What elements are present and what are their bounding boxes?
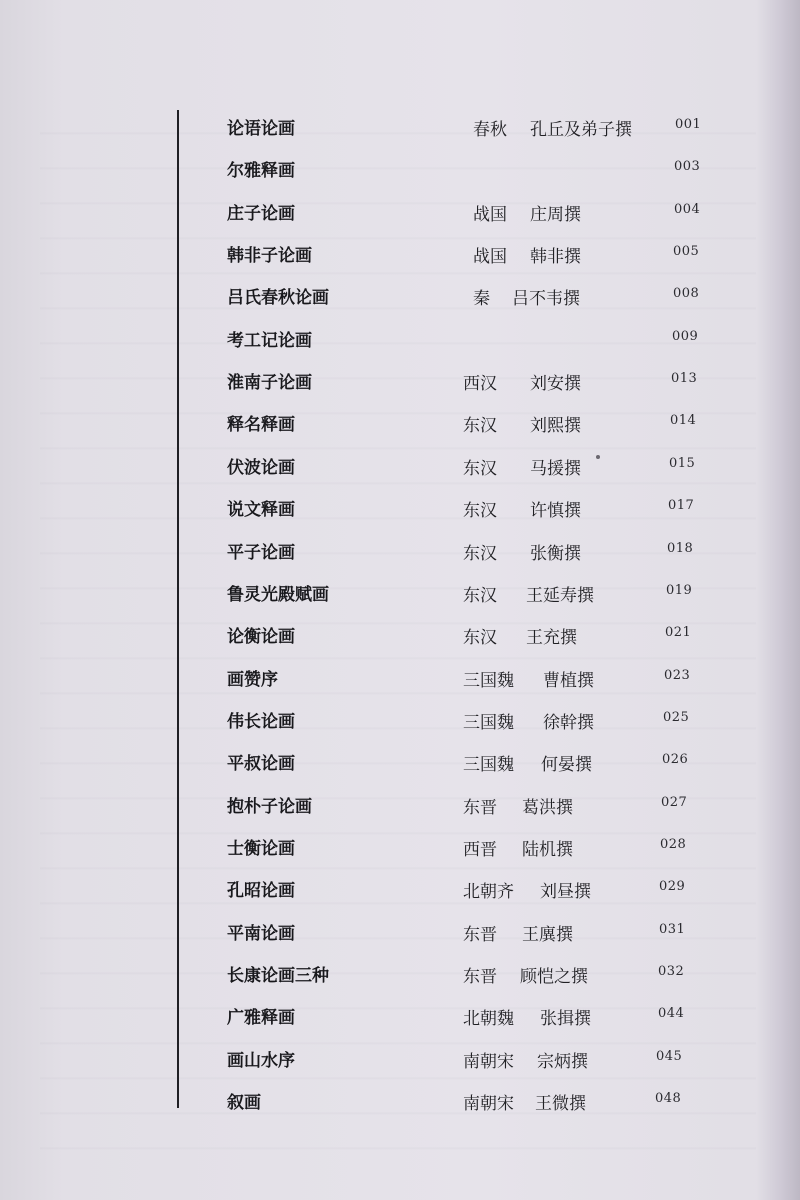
entry-era: 战国 <box>473 204 507 225</box>
entry-page-number: 005 <box>673 244 700 260</box>
entry-era: 南朝宋 <box>463 1051 514 1072</box>
entry-author: 孔丘及弟子撰 <box>530 120 632 140</box>
entry-title: 广雅释画 <box>227 1008 295 1029</box>
entry-author: 刘熙撰 <box>530 416 581 437</box>
entry-page-number: 023 <box>664 667 691 683</box>
entry-page-number: 003 <box>674 159 701 175</box>
toc-entry <box>0 834 800 864</box>
entry-page-number: 004 <box>674 201 701 217</box>
entry-era: 三国魏 <box>463 670 514 691</box>
entry-era: 东晋 <box>463 797 497 818</box>
entry-era: 西汉 <box>463 374 497 395</box>
entry-author: 张衡撰 <box>530 543 581 564</box>
toc-entry <box>0 919 800 949</box>
entry-author: 王延寿撰 <box>526 585 594 606</box>
entry-title: 抱朴子论画 <box>227 796 312 817</box>
entry-era: 北朝魏 <box>463 1009 514 1030</box>
toc-entry <box>0 1088 800 1118</box>
entry-era: 东汉 <box>463 416 497 437</box>
entry-page-number: 025 <box>663 709 690 725</box>
toc-entry <box>0 156 800 186</box>
entry-title: 平叔论画 <box>227 754 295 775</box>
entry-author: 王充撰 <box>526 628 577 649</box>
toc-entry <box>0 1003 800 1033</box>
entry-author: 张揖撰 <box>540 1009 591 1030</box>
entry-page-number: 021 <box>665 625 692 641</box>
entry-title: 叙画 <box>227 1093 261 1114</box>
toc-entry <box>0 749 800 779</box>
entry-era: 春秋 <box>473 120 507 140</box>
entry-author: 王微撰 <box>535 1094 586 1115</box>
entry-era: 东汉 <box>463 501 497 522</box>
entry-author: 庄周撰 <box>530 204 581 225</box>
toc-entry <box>0 792 800 822</box>
entry-era: 秦 <box>473 289 490 310</box>
entry-era: 东汉 <box>463 585 497 606</box>
toc-entry <box>0 707 800 737</box>
toc-entry <box>0 283 800 313</box>
entry-author: 陆机撰 <box>522 839 573 860</box>
entry-title: 释名释画 <box>227 415 295 436</box>
entry-title: 孔昭论画 <box>227 881 295 902</box>
toc-entry <box>0 961 800 991</box>
entry-title: 淮南子论画 <box>227 373 312 394</box>
toc-entry <box>0 876 800 906</box>
entry-era: 三国魏 <box>463 755 514 776</box>
toc-entry <box>0 241 800 271</box>
entry-page-number: 017 <box>668 498 695 514</box>
entry-author: 顾恺之撰 <box>520 967 588 987</box>
entry-title: 画赞序 <box>227 669 278 690</box>
entry-title: 论语论画 <box>227 119 295 139</box>
toc-entry <box>0 410 800 440</box>
entry-title: 画山水序 <box>227 1050 295 1071</box>
entry-author: 许慎撰 <box>530 501 581 522</box>
entry-title: 平南论画 <box>227 923 295 944</box>
entry-author: 刘安撰 <box>530 374 581 395</box>
entry-title: 论衡论画 <box>227 627 295 648</box>
entry-title: 伟长论画 <box>227 711 295 732</box>
entry-era: 南朝宋 <box>463 1094 514 1115</box>
entry-era: 东晋 <box>463 924 497 945</box>
entry-era: 三国魏 <box>463 712 514 733</box>
entry-era: 北朝齐 <box>463 882 514 903</box>
entry-page-number: 045 <box>656 1048 683 1064</box>
entry-page-number: 032 <box>658 964 685 979</box>
toc-entry <box>0 368 800 398</box>
toc-entry <box>0 1046 800 1076</box>
entry-author: 吕不韦撰 <box>512 289 580 310</box>
toc-entry <box>0 114 800 144</box>
entry-era: 东汉 <box>463 543 497 564</box>
entry-page-number: 048 <box>655 1091 682 1107</box>
entry-page-number: 026 <box>662 752 689 768</box>
entry-title: 平子论画 <box>227 542 295 563</box>
entry-page-number: 018 <box>667 540 694 556</box>
entry-title: 鲁灵光殿赋画 <box>227 584 329 605</box>
entry-author: 何晏撰 <box>541 755 592 776</box>
entry-page-number: 028 <box>660 836 687 852</box>
entry-page-number: 009 <box>672 328 699 344</box>
entry-page-number: 014 <box>670 413 697 429</box>
entry-title: 说文释画 <box>227 500 295 521</box>
entry-page-number: 027 <box>661 794 688 810</box>
entry-page-number: 001 <box>675 117 702 132</box>
toc-entry <box>0 199 800 229</box>
entry-author: 马援撰 <box>530 458 581 479</box>
entry-author: 宗炳撰 <box>537 1051 588 1072</box>
entry-era: 东汉 <box>463 458 497 479</box>
entry-page-number: 031 <box>659 921 686 937</box>
entry-title: 尔雅释画 <box>227 161 295 182</box>
entry-page-number: 044 <box>658 1006 685 1022</box>
toc-entry <box>0 538 800 568</box>
toc-entry <box>0 495 800 525</box>
entry-page-number: 029 <box>659 879 686 895</box>
entry-page-number: 015 <box>669 455 696 471</box>
entry-title: 士衡论画 <box>227 838 295 859</box>
entry-title: 韩非子论画 <box>227 246 312 267</box>
entry-author: 刘昼撰 <box>540 882 591 903</box>
entry-author: 曹植撰 <box>543 670 594 691</box>
toc-entry <box>0 580 800 610</box>
entry-title: 伏波论画 <box>227 457 295 478</box>
toc-entry <box>0 326 800 356</box>
entry-author: 韩非撰 <box>530 247 581 268</box>
entry-era: 东汉 <box>463 628 497 649</box>
entry-page-number: 013 <box>671 371 698 387</box>
toc-entry <box>0 453 800 483</box>
entry-author: 王廙撰 <box>522 924 573 945</box>
entry-title: 长康论画三种 <box>227 966 329 986</box>
entry-title: 庄子论画 <box>227 203 295 224</box>
entry-era: 东晋 <box>463 967 497 987</box>
entry-era: 战国 <box>473 247 507 268</box>
entry-author: 徐幹撰 <box>543 712 594 733</box>
entry-era: 西晋 <box>463 839 497 860</box>
entry-page-number: 019 <box>666 582 693 598</box>
toc-entry <box>0 665 800 695</box>
entry-author: 葛洪撰 <box>522 797 573 818</box>
entry-page-number: 008 <box>673 286 700 302</box>
entry-title: 吕氏春秋论画 <box>227 288 329 309</box>
entry-title: 考工记论画 <box>227 330 312 351</box>
toc-entry <box>0 622 800 652</box>
